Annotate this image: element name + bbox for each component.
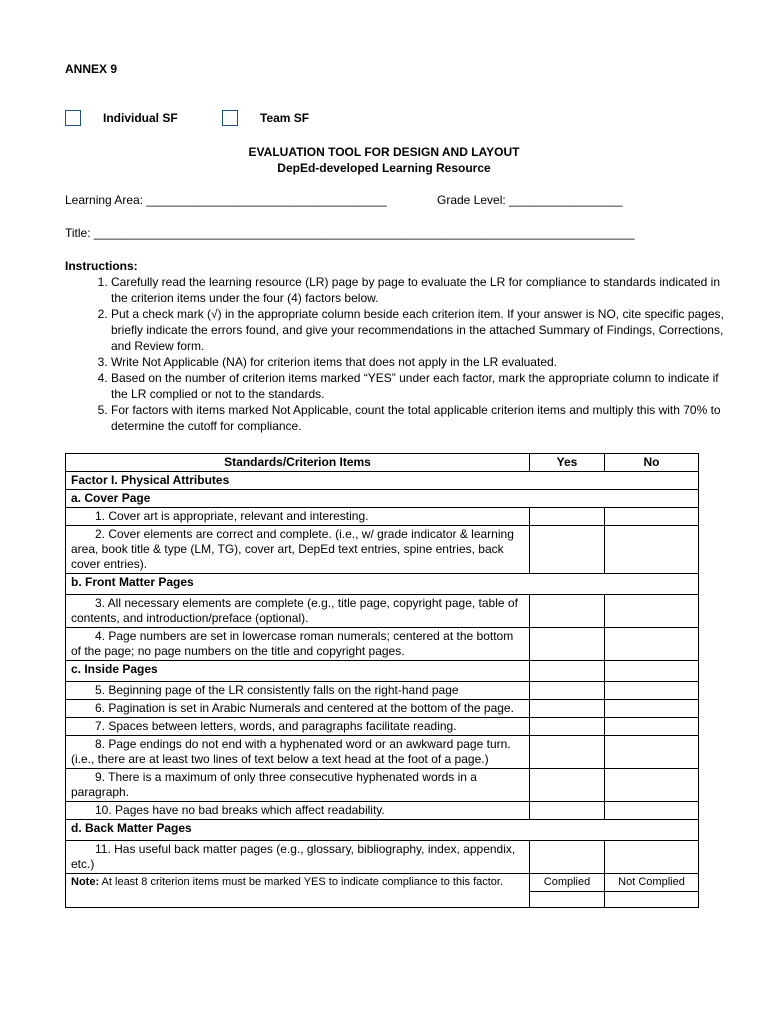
instruction-item: 5. For factors with items marked Not Applicable, count the total applicable criterion items and multiply this with 70% to determine the cutoff for compliance. xyxy=(111,402,725,434)
no-cell[interactable] xyxy=(605,736,699,769)
criterion-item: 8. Page endings do not end with a hyphenated word or an awkward page turn. (i.e., there are at least two lines of text below a text head at the foot of a page.) xyxy=(66,736,530,769)
grade-level-field[interactable]: Grade Level: _________________ xyxy=(437,193,623,207)
yes-cell[interactable] xyxy=(530,736,605,769)
criterion-item: 5. Beginning page of the LR consistently falls on the right-hand page xyxy=(66,682,530,700)
yes-cell[interactable] xyxy=(530,841,605,874)
instruction-item: 3. Write Not Applicable (NA) for criterion items that does not apply in the LR evaluated. xyxy=(111,354,725,370)
yes-cell[interactable] xyxy=(530,682,605,700)
instruction-item: 1. Carefully read the learning resource (LR) page by page to evaluate the LR for compliance to standards indicated in the criterion items under the four (4) factors below. xyxy=(111,274,725,306)
header-no: No xyxy=(605,454,699,472)
no-cell xyxy=(605,661,699,682)
complied-label: Complied xyxy=(530,874,605,892)
team-sf-label: Team SF xyxy=(260,111,310,125)
table-row xyxy=(66,595,699,628)
instruction-item: 2. Put a check mark (√) in the appropriate column beside each criterion item. If your answer is NO, cite specific pages, briefly indicate the errors found, and give your recommendations in the attached Summary of Findings, Corrections, and Review form. xyxy=(111,306,725,354)
section-back-matter: d. Back Matter Pages xyxy=(66,820,699,841)
instructions xyxy=(65,258,725,434)
individual-sf-checkbox[interactable] xyxy=(65,110,81,126)
section-inside-pages: c. Inside Pages xyxy=(66,661,530,682)
annex-label: ANNEX 9 xyxy=(65,62,118,76)
table-row xyxy=(66,736,699,769)
criterion-item: 3. All necessary elements are complete (e.g., title page, copyright page, table of contents, and introduction/preface (optional). xyxy=(66,595,530,628)
table-header-row xyxy=(66,454,699,472)
team-sf-checkbox[interactable] xyxy=(222,110,238,126)
instructions-list xyxy=(65,274,725,434)
instructions-heading: Instructions: xyxy=(65,259,138,273)
no-cell[interactable] xyxy=(605,595,699,628)
criterion-item: 1. Cover art is appropriate, relevant and interesting. xyxy=(66,508,530,526)
compliance-note xyxy=(66,874,530,908)
yes-cell[interactable] xyxy=(530,628,605,661)
criteria-table xyxy=(65,453,699,908)
no-cell[interactable] xyxy=(605,628,699,661)
no-cell[interactable] xyxy=(605,718,699,736)
factor-row xyxy=(66,472,699,490)
table-row xyxy=(66,718,699,736)
criterion-item: 7. Spaces between letters, words, and paragraphs facilitate reading. xyxy=(66,718,530,736)
note-row xyxy=(66,874,699,892)
criterion-item: 2. Cover elements are correct and complete. (i.e., w/ grade indicator & learning area, book title & type (LM, TG), cover art, DepEd text entries, spine entries, back cover entries). xyxy=(66,526,530,574)
note-label: Note: xyxy=(71,876,100,888)
table-row xyxy=(66,628,699,661)
section-row xyxy=(66,490,699,508)
document-title: EVALUATION TOOL FOR DESIGN AND LAYOUT xyxy=(248,145,520,159)
note-text: At least 8 criterion items must be marked YES to indicate compliance to this factor. xyxy=(99,876,504,888)
instruction-item: 4. Based on the number of criterion items marked “YES” under each factor, mark the appropriate column to indicate if the LR complied or not to the standards. xyxy=(111,370,725,402)
not-complied-label: Not Complied xyxy=(605,874,699,892)
no-cell[interactable] xyxy=(605,682,699,700)
learning-area-field[interactable]: Learning Area: ____________________________________ xyxy=(65,193,387,207)
yes-cell[interactable] xyxy=(530,595,605,628)
no-cell[interactable] xyxy=(605,508,699,526)
header-yes: Yes xyxy=(530,454,605,472)
criterion-item: 10. Pages have no bad breaks which affect readability. xyxy=(66,802,530,820)
yes-cell[interactable] xyxy=(530,700,605,718)
criterion-item: 9. There is a maximum of only three consecutive hyphenated words in a paragraph. xyxy=(66,769,530,802)
header-criterion: Standards/Criterion Items xyxy=(66,454,530,472)
yes-cell xyxy=(530,661,605,682)
no-cell[interactable] xyxy=(605,526,699,574)
criterion-item: 11. Has useful back matter pages (e.g., glossary, bibliography, index, appendix, etc.) xyxy=(66,841,530,874)
factor-title: Factor I. Physical Attributes xyxy=(66,472,699,490)
table-row xyxy=(66,682,699,700)
table-row xyxy=(66,841,699,874)
document-subtitle: DepEd-developed Learning Resource xyxy=(277,161,491,175)
no-cell[interactable] xyxy=(605,841,699,874)
no-cell[interactable] xyxy=(605,700,699,718)
section-row xyxy=(66,574,699,595)
yes-cell[interactable] xyxy=(530,769,605,802)
section-row xyxy=(66,820,699,841)
table-row xyxy=(66,769,699,802)
yes-cell[interactable] xyxy=(530,526,605,574)
table-row xyxy=(66,508,699,526)
individual-sf-label: Individual SF xyxy=(103,111,178,125)
table-row xyxy=(66,700,699,718)
section-front-matter: b. Front Matter Pages xyxy=(66,574,699,595)
section-row xyxy=(66,661,699,682)
yes-cell[interactable] xyxy=(530,508,605,526)
complied-cell[interactable] xyxy=(530,892,605,908)
not-complied-cell[interactable] xyxy=(605,892,699,908)
criterion-item: 6. Pagination is set in Arabic Numerals and centered at the bottom of the page. xyxy=(66,700,530,718)
table-row xyxy=(66,526,699,574)
table-row xyxy=(66,802,699,820)
yes-cell[interactable] xyxy=(530,802,605,820)
no-cell[interactable] xyxy=(605,769,699,802)
yes-cell[interactable] xyxy=(530,718,605,736)
section-cover-page: a. Cover Page xyxy=(66,490,699,508)
criterion-item: 4. Page numbers are set in lowercase roman numerals; centered at the bottom of the page; no page numbers on the title and copyright pages. xyxy=(66,628,530,661)
title-field[interactable]: Title: _________________________________________________________________________________ xyxy=(65,226,635,240)
no-cell[interactable] xyxy=(605,802,699,820)
